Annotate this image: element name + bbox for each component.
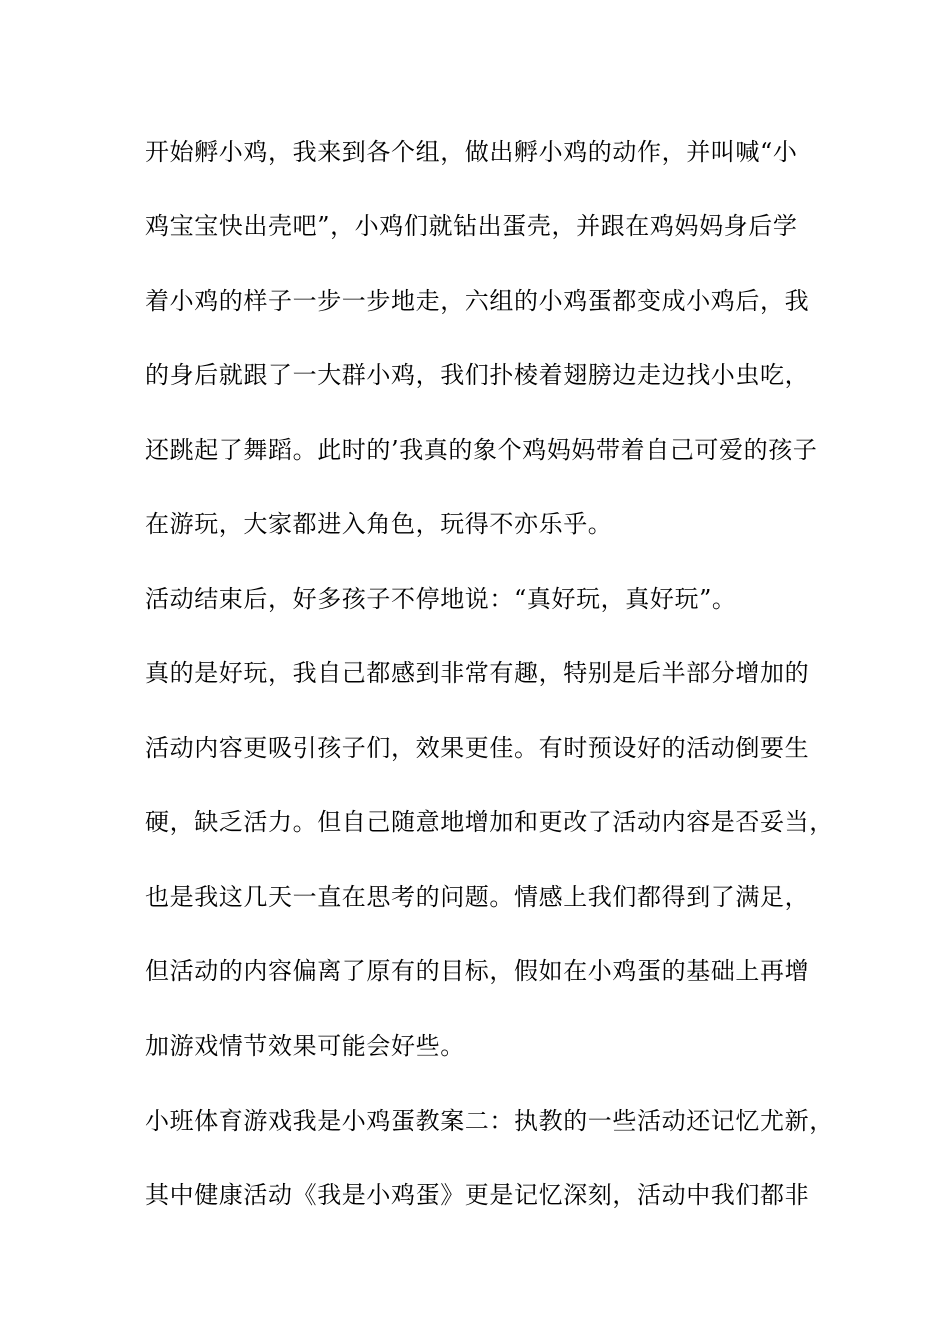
text-line: 硬，缺乏活力。但自己随意地增加和更改了活动内容是否妥当， [145, 808, 834, 836]
text-line: 其中健康活动《我是小鸡蛋》更是记忆深刻，活动中我们都非 [145, 1181, 810, 1209]
text-line: 也是我这几天一直在思考的问题。情感上我们都得到了满足， [145, 883, 810, 911]
text-line: 真的是好玩，我自己都感到非常有趣，特别是后半部分增加的 [145, 659, 810, 687]
text-line: 还跳起了舞蹈。此时的’我真的象个鸡妈妈带着自己可爱的孩子 [145, 436, 818, 464]
text-line: 但活动的内容偏离了原有的目标，假如在小鸡蛋的基础上再增 [145, 957, 810, 985]
text-line: 活动结束后，好多孩子不停地说：“真好玩，真好玩”。 [145, 585, 737, 613]
text-line: 加游戏情节效果可能会好些。 [145, 1032, 465, 1060]
text-line: 活动内容更吸引孩子们，效果更佳。有时预设好的活动倒要生 [145, 734, 810, 762]
text-line: 鸡宝宝快出壳吧”，小鸡们就钻出蛋壳，并跟在鸡妈妈身后学 [145, 212, 798, 240]
text-line: 小班体育游戏我是小鸡蛋教案二：执教的一些活动还记忆尤新， [145, 1107, 834, 1135]
text-line: 着小鸡的样子一步一步地走，六组的小鸡蛋都变成小鸡后，我 [145, 287, 810, 315]
text-line: 的身后就跟了一大群小鸡，我们扑棱着翅膀边走边找小虫吃， [145, 361, 810, 389]
text-line: 开始孵小鸡，我来到各个组，做出孵小鸡的动作，并叫喊“小 [145, 138, 798, 166]
text-line: 在游玩，大家都进入角色，玩得不亦乐乎。 [145, 510, 613, 538]
